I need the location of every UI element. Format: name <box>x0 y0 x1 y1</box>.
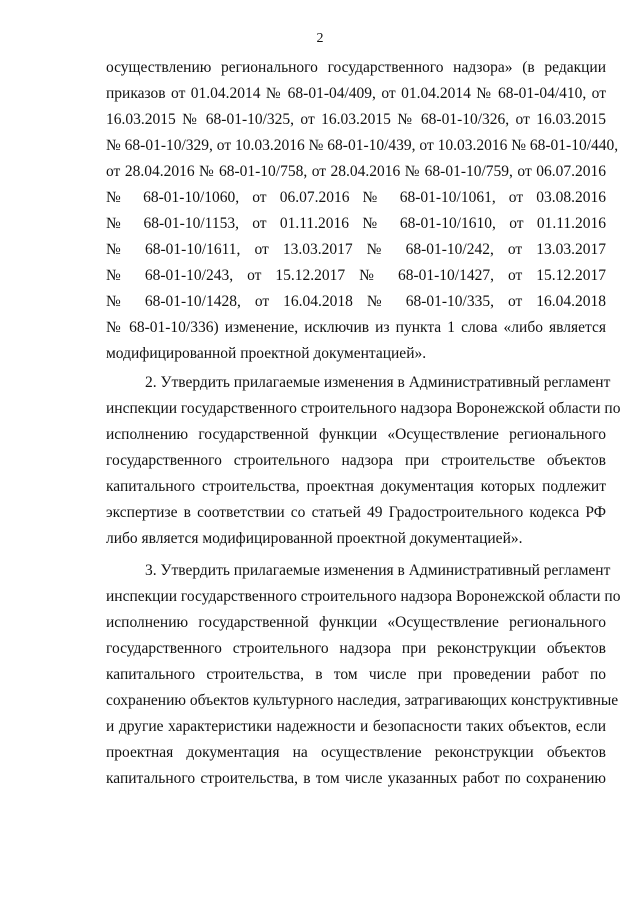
paragraph-2-line: инспекции государственного строительного надзора Воронежской области по <box>106 400 621 417</box>
paragraph-3-line: государственного строительного надзора при реконструкции объектов <box>106 640 606 657</box>
paragraph-3-line: капитального строительства, в том числе указанных работ по сохранению <box>106 770 606 787</box>
paragraph-1-line: № 68-01-10/329, от 10.03.2016 № 68-01-10/439, от 10.03.2016 № 68-01-10/440, <box>106 137 619 154</box>
paragraph-1-line: № 68-01-10/336) изменение, исключив из пункта 1 слова «либо является <box>106 319 606 336</box>
paragraph-2-line: экспертизе в соответствии со статьей 49 Градостроительного кодекса РФ <box>106 504 606 521</box>
paragraph-2-line: государственного строительного надзора при строительстве объектов <box>106 452 606 469</box>
paragraph-1-line: модифицированной проектной документацией». <box>106 345 427 362</box>
paragraph-3-line: 3. Утвердить прилагаемые изменения в Административный регламент <box>145 562 611 579</box>
page-number: 2 <box>316 31 324 46</box>
paragraph-3-line: и другие характеристики надежности и безопасности таких объектов, если <box>106 718 606 735</box>
paragraph-1-line: № 68-01-10/1611, от 13.03.2017 № 68-01-10/242, от 13.03.2017 <box>106 241 606 258</box>
paragraph-3-line: инспекции государственного строительного надзора Воронежской области по <box>106 588 621 605</box>
paragraph-1-line: осуществлению регионального государственного надзора» (в редакции <box>106 59 606 76</box>
paragraph-2-line: 2. Утвердить прилагаемые изменения в Административный регламент <box>145 374 611 391</box>
paragraph-3-line: проектная документация на осуществление реконструкции объектов <box>106 744 606 761</box>
paragraph-1-line: № 68-01-10/1428, от 16.04.2018 № 68-01-10/335, от 16.04.2018 <box>106 293 606 310</box>
paragraph-3-line: исполнению государственной функции «Осуществление регионального <box>106 614 606 631</box>
paragraph-1-line: № 68-01-10/243, от 15.12.2017 № 68-01-10/1427, от 15.12.2017 <box>106 267 606 284</box>
paragraph-1-line: № 68-01-10/1060, от 06.07.2016 № 68-01-10/1061, от 03.08.2016 <box>106 189 606 206</box>
paragraph-1-line: № 68-01-10/1153, от 01.11.2016 № 68-01-10/1610, от 01.11.2016 <box>106 215 606 232</box>
paragraph-2-line: капитального строительства, проектная документация которых подлежит <box>106 478 606 495</box>
paragraph-1-line: приказов от 01.04.2014 № 68-01-04/409, от 01.04.2014 № 68-01-04/410, от <box>106 85 606 102</box>
paragraph-3-line: капитального строительства, в том числе при проведении работ по <box>106 666 606 683</box>
paragraph-2-line: исполнению государственной функции «Осуществление регионального <box>106 426 606 443</box>
paragraph-2-line: либо является модифицированной проектной документацией». <box>106 530 523 547</box>
paragraph-1-line: от 28.04.2016 № 68-01-10/758, от 28.04.2016 № 68-01-10/759, от 06.07.2016 <box>106 163 606 180</box>
paragraph-3-line: сохранению объектов культурного наследия, затрагивающих конструктивные <box>106 692 619 709</box>
paragraph-1-line: 16.03.2015 № 68-01-10/325, от 16.03.2015 № 68-01-10/326, от 16.03.2015 <box>106 111 606 128</box>
